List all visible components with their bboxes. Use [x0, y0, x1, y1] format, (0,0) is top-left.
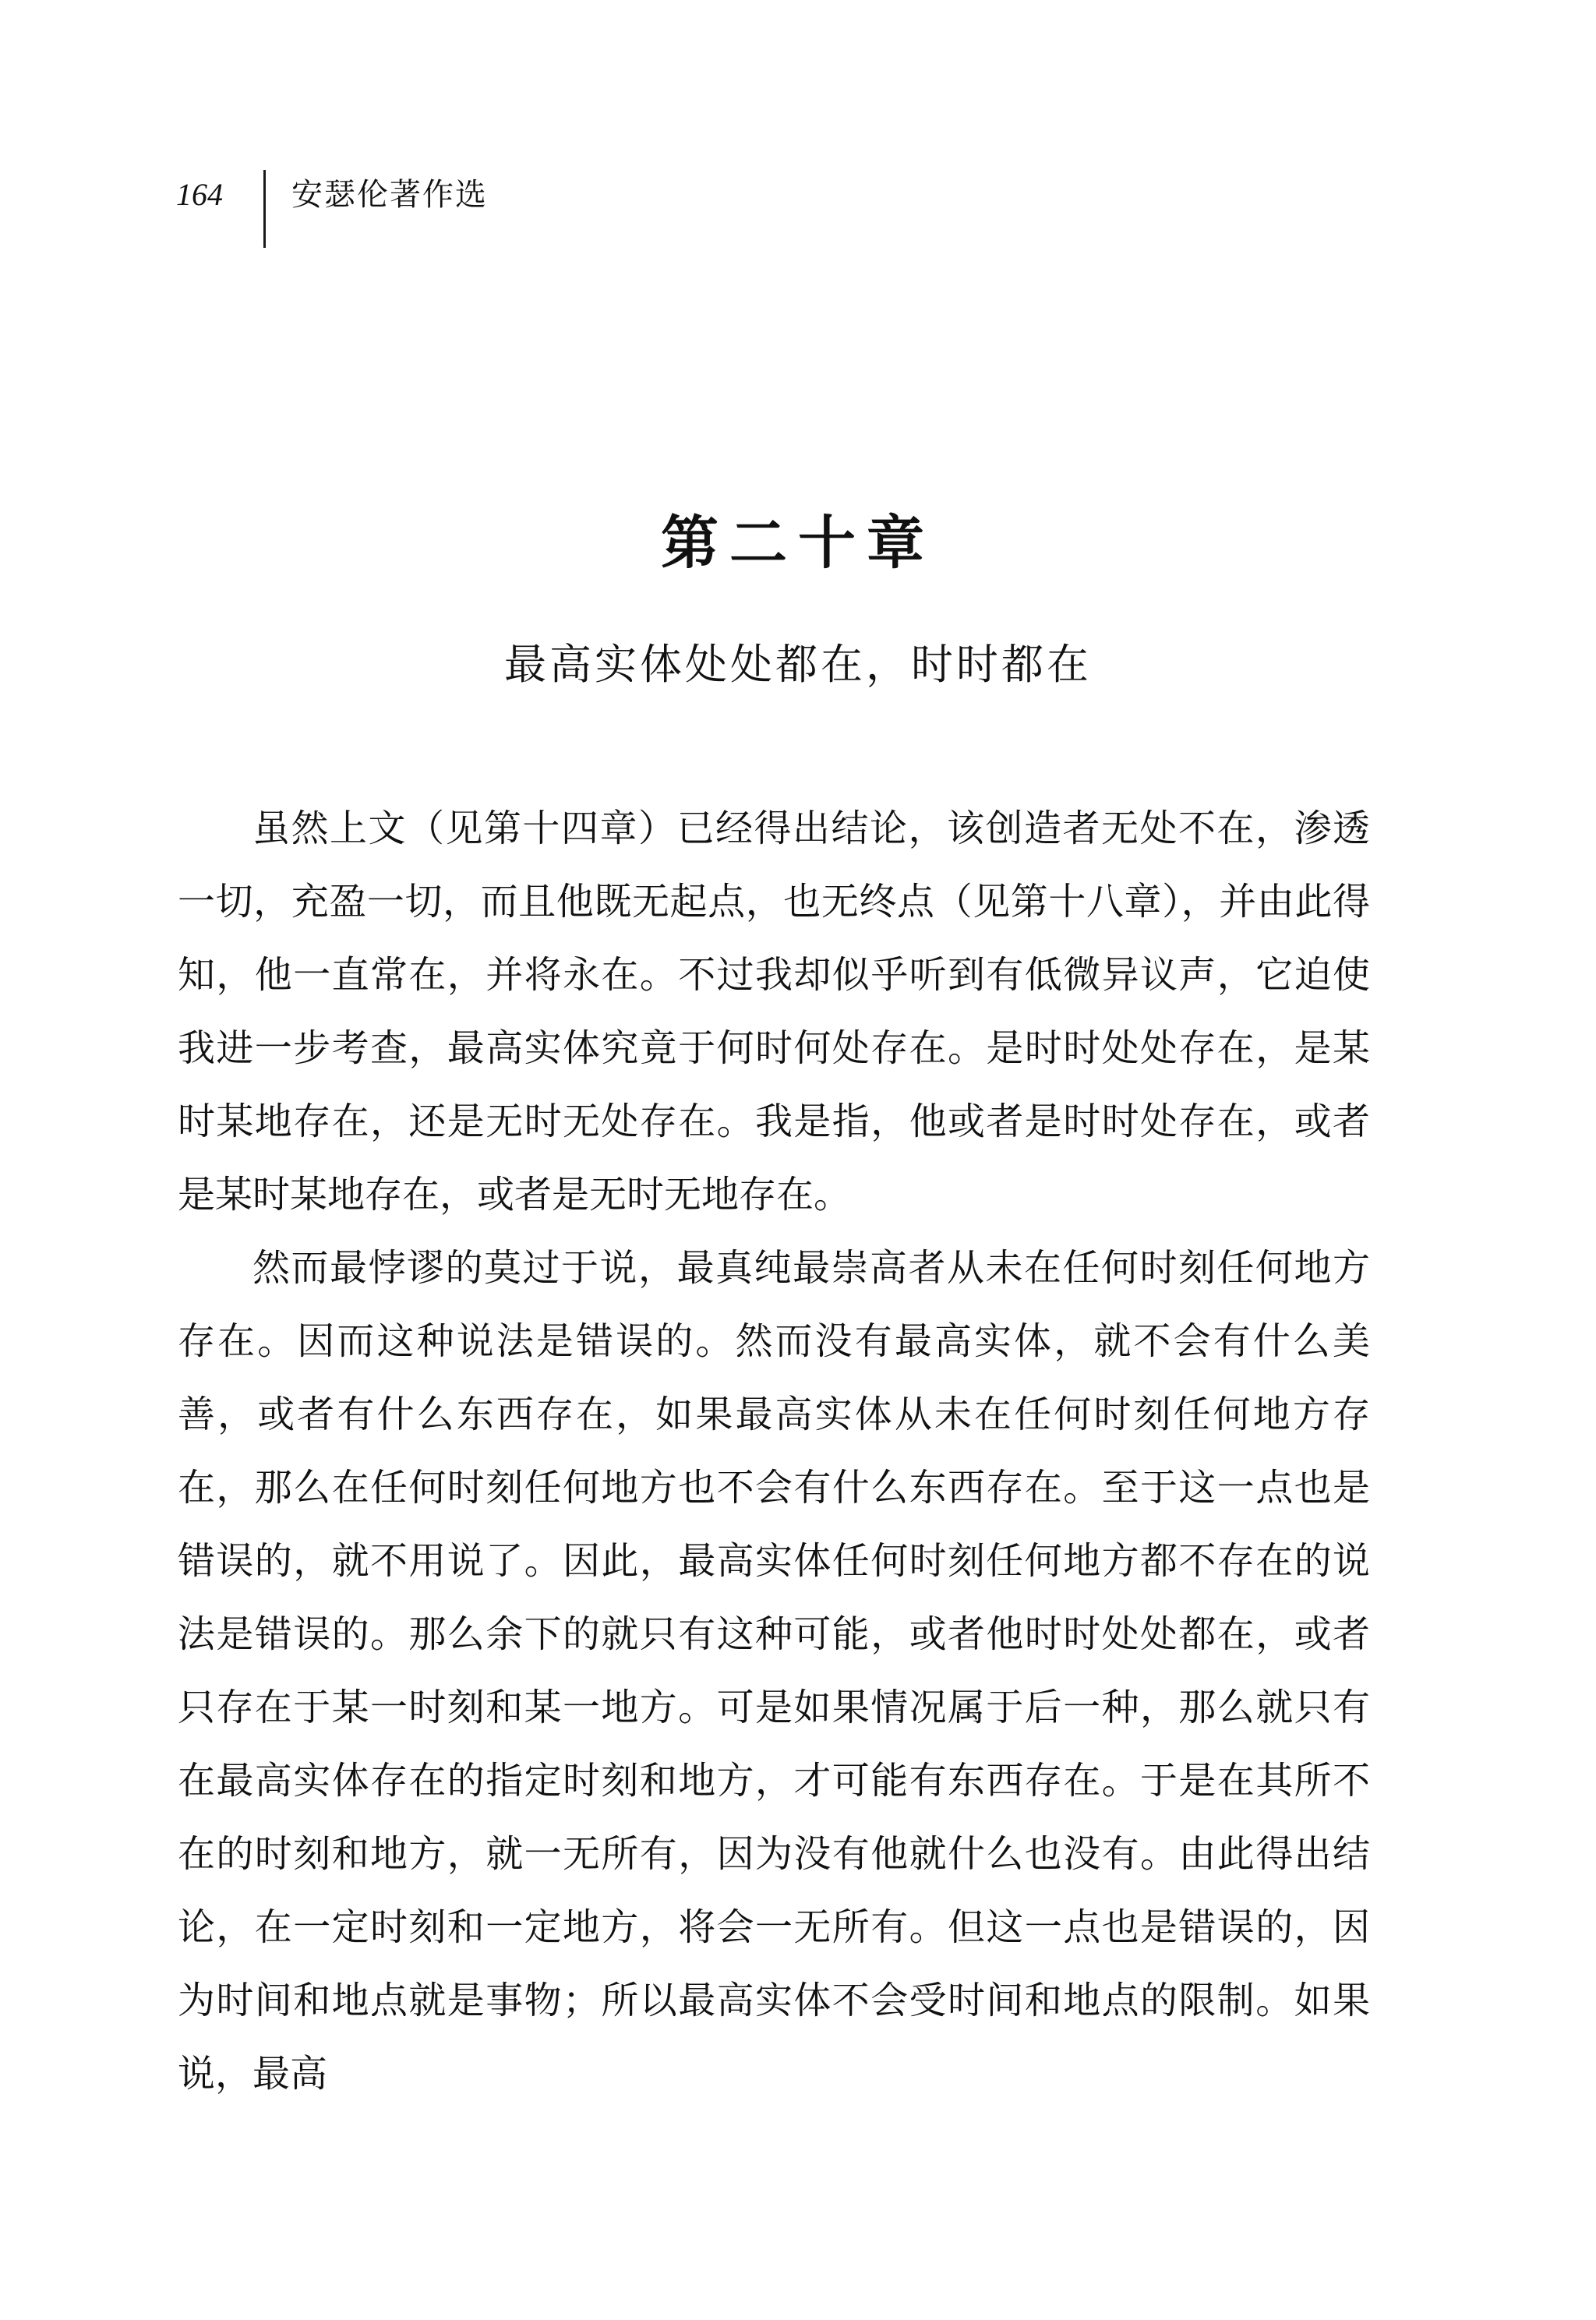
running-title: 安瑟伦著作选 [291, 177, 488, 213]
header-divider [263, 170, 266, 248]
paragraph: 然而最悖谬的莫过于说，最真纯最崇高者从未在任何时刻任何地方存在。因而这种说法是错误的。然而没有最高实体，就不会有什么美善，或者有什么东西存在，如果最高实体从未在任何时刻任何地方存在，那么在任何时刻任何地方也不会有什么东西存在。至于这一点也是错误的，就不用说了。因此，最高实体任何时刻任何地方都不存在的说法是错误的。那么余下的就只有这种可能，或者他时时处处都在，或者只存在于某一时刻和某一地方。可是如果情况属于后一种，那么就只有在最高实体存在的指定时刻和地方，才可能有东西存在。于是在其所不在的时刻和地方，就一无所有，因为没有他就什么也没有。由此得出结论，在一定时刻和一定地方，将会一无所有。但这一点也是错误的，因为时间和地点就是事物；所以最高实体不会受时间和地点的限制。如果说，最高 [178, 1246, 1370, 2096]
paragraph: 虽然上文（见第十四章）已经得出结论，该创造者无处不在，渗透一切，充盈一切，而且他既无起点，也无终点（见第十八章），并由此得知，他一直常在，并将永在。不过我却似乎听到有低微异议声，它迫使我进一步考查，最高实体究竟于何时何处存在。是时时处处存在，是某时某地存在，还是无时无处存在。我是指，他或者是时时处存在，或者是某时某地存在，或者是无时无地存在。 [178, 807, 1370, 1216]
chapter-heading: 第二十章 [661, 510, 935, 577]
body-text [178, 792, 1370, 2110]
chapter-subtitle: 最高实体处处都在，时时都在 [504, 640, 1092, 689]
page-number: 164 [176, 177, 223, 212]
